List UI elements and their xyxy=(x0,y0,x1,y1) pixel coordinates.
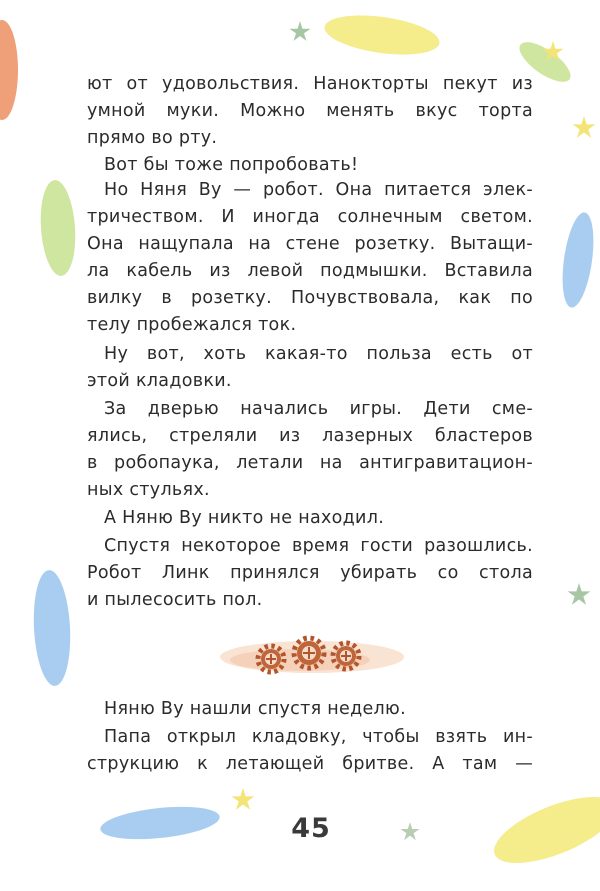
star-icon xyxy=(573,116,596,138)
star-icon xyxy=(401,822,420,840)
orange-blob xyxy=(0,20,18,120)
yellow-oval-top xyxy=(322,9,442,61)
gear-icon xyxy=(258,646,284,672)
text-line: За дверью начались игры. Дети сме- xyxy=(104,399,533,419)
text-line: Папа открыл кладовку, чтобы взять ин- xyxy=(104,727,533,747)
text-line: прямо во рту. xyxy=(87,128,218,148)
text-line: в робопаука, летали на антигравитацион- xyxy=(87,453,533,473)
green-oval-left xyxy=(38,179,79,277)
blue-oval-left xyxy=(31,569,73,687)
text-line: ялись, стреляли из лазерных бластеров xyxy=(87,426,533,446)
blue-oval-bottom-left xyxy=(99,802,221,844)
paragraph-1 xyxy=(87,71,533,152)
text-line: вилку в розетку. Почувствовала, как по xyxy=(87,288,533,308)
blue-oval-right xyxy=(557,211,598,310)
page-number: 45 xyxy=(291,813,331,844)
text-line: ла кабель из левой подмышки. Вставила xyxy=(87,261,533,281)
yellow-oval-bottom-right xyxy=(486,783,600,876)
star-icon xyxy=(568,583,591,605)
paragraph-3 xyxy=(87,177,533,339)
paragraph-8 xyxy=(104,696,533,723)
paragraph-2 xyxy=(104,152,533,179)
paragraph-7 xyxy=(87,533,533,614)
text-line: умной муки. Можно менять вкус торта xyxy=(87,101,533,121)
text-line: Спустя некоторое время гости разошлись. xyxy=(104,536,533,556)
text-line: А Няню Ву никто не находил. xyxy=(104,508,385,528)
text-line: Ну вот, хоть какая-то польза есть от xyxy=(104,344,533,364)
text-line: Но Няня Ву — робот. Она питается элек- xyxy=(104,180,533,200)
text-line: тричеством. И иногда солнечным светом. xyxy=(87,207,533,227)
paragraph-9 xyxy=(87,724,533,778)
text-line: Робот Линк принялся убирать со стола xyxy=(87,563,533,583)
text-line: и пылесосить пол. xyxy=(87,590,263,610)
gear-divider xyxy=(220,638,404,673)
text-line: ют от удовольствия. Нанокторты пекут из xyxy=(87,74,533,94)
text-line: телу пробежался ток. xyxy=(87,315,297,335)
gear-icon xyxy=(333,643,359,669)
star-icon xyxy=(290,21,311,41)
star-icon xyxy=(232,788,255,810)
text-line: Вот бы тоже попробовать! xyxy=(104,155,359,175)
paragraph-4 xyxy=(87,341,533,395)
paragraph-6 xyxy=(104,505,533,532)
text-line: ных стульях. xyxy=(87,480,210,500)
text-line: этой кладовки. xyxy=(87,371,232,391)
paragraph-5 xyxy=(87,396,533,504)
text-line: Она нащупала на стене розетку. Вытащи- xyxy=(87,234,533,254)
text-line: струкцию к летающей бритве. А там — xyxy=(87,754,533,774)
text-line: Няню Ву нашли спустя неделю. xyxy=(104,699,406,719)
